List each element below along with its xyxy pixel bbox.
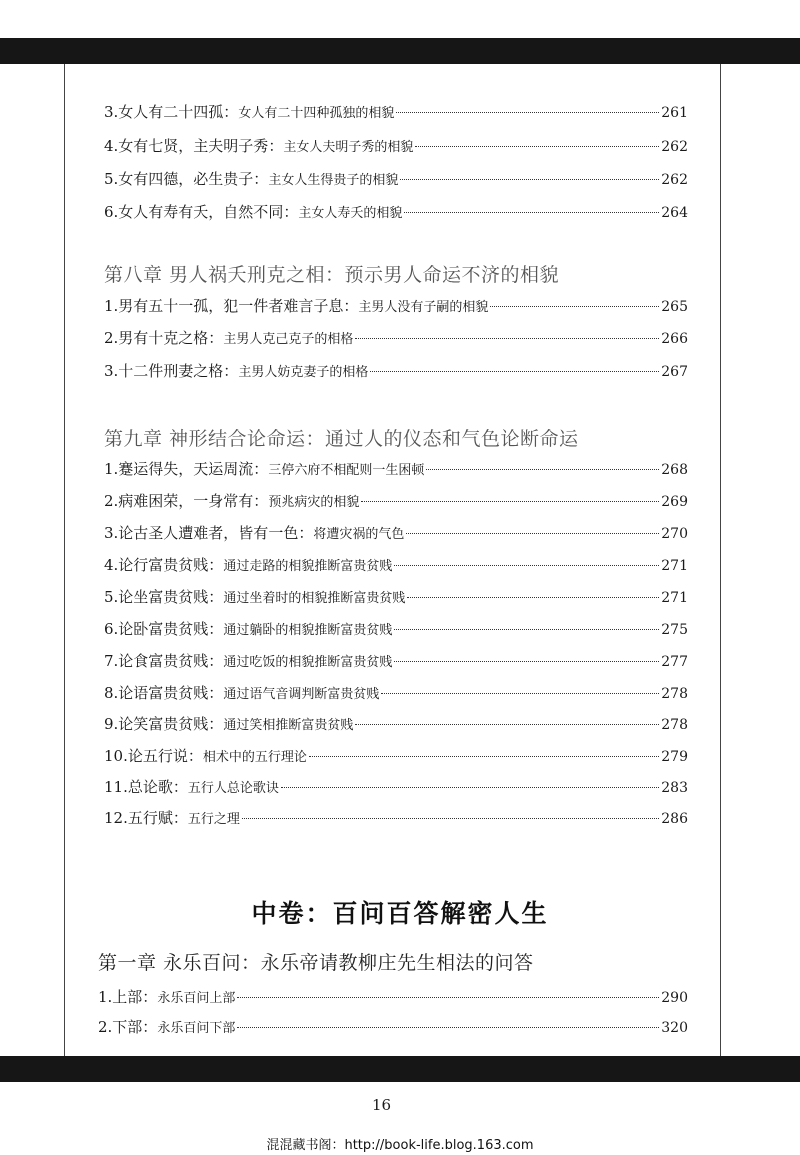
toc-entry-title: 1.男有五十一孤，犯一件者难言子息：主男人没有子嗣的相貌	[104, 297, 489, 315]
toc-entry	[104, 683, 688, 705]
toc-page-number: 320	[661, 1020, 688, 1036]
volume-title: 中卷：百问百答解密人生	[251, 899, 549, 928]
scan-bottom-bar	[0, 1056, 800, 1082]
toc-entry-title: 4.女有七贤，主夫明子秀：主女人夫明子秀的相貌	[104, 137, 414, 155]
leader-dots	[396, 112, 659, 113]
toc-page-number: 290	[661, 990, 688, 1006]
toc-page-number: 286	[661, 811, 688, 827]
toc-page-number: 269	[661, 494, 688, 510]
chapter-heading: 第八章 男人祸夭刑克之相：预示男人命运不济的相貌	[104, 264, 560, 286]
leader-dots	[406, 533, 659, 534]
toc-page-number: 270	[661, 526, 688, 542]
toc-entry	[104, 651, 688, 673]
toc-entry-title: 12.五行赋：五行之理	[104, 809, 240, 827]
toc-entry	[98, 987, 688, 1009]
toc-entry-title: 4.论行富贵贫贱：通过走路的相貌推断富贵贫贱	[104, 556, 393, 574]
toc-entry	[104, 714, 688, 736]
source-footer: 混混藏书阁：http://book-life.blog.163.com	[266, 1138, 534, 1153]
toc-entry-title: 3.女人有二十四孤：女人有二十四种孤独的相貌	[104, 103, 395, 121]
toc-entry	[104, 619, 688, 641]
toc-entry-title: 5.女有四德，必生贵子：主女人生得贵子的相貌	[104, 170, 399, 188]
leader-dots	[355, 338, 659, 339]
toc-entry-title: 6.论卧富贵贫贱：通过躺卧的相貌推断富贵贫贱	[104, 620, 393, 638]
chapter-heading: 第一章 永乐百问：永乐帝请教柳庄先生相法的问答	[98, 952, 534, 974]
toc-entry-title: 3.论古圣人遭难者，皆有一色：将遭灾祸的气色	[104, 524, 405, 542]
toc-page-number: 275	[661, 622, 688, 638]
leader-dots	[281, 787, 659, 788]
toc-entry-title: 1.蹇运得失，天运周流：三停六府不相配则一生困顿	[104, 460, 425, 478]
toc-page-number: 262	[661, 172, 688, 188]
leader-dots	[400, 179, 659, 180]
toc-page-number: 264	[661, 205, 688, 221]
leader-dots	[381, 693, 659, 694]
toc-page-number: 271	[661, 558, 688, 574]
toc-entry-title: 7.论食富贵贫贱：通过吃饭的相貌推断富贵贫贱	[104, 652, 393, 670]
toc-page-number: 266	[661, 331, 688, 347]
leader-dots	[394, 629, 659, 630]
toc-entry	[104, 102, 688, 124]
toc-entry	[104, 169, 688, 191]
toc-page-number: 262	[661, 139, 688, 155]
toc-entry-title: 3.十二件刑妻之格：主男人妨克妻子的相格	[104, 362, 369, 380]
leader-dots	[426, 469, 659, 470]
toc-entry	[104, 136, 688, 158]
toc-page-number: 271	[661, 590, 688, 606]
toc-page-number: 279	[661, 749, 688, 765]
toc-page-number: 268	[661, 462, 688, 478]
leader-dots	[355, 724, 659, 725]
toc-entry-title: 2.男有十克之格：主男人克己克子的相格	[104, 329, 354, 347]
leader-dots	[407, 597, 659, 598]
toc-entry	[104, 361, 688, 383]
toc-page-number: 267	[661, 364, 688, 380]
toc-entry	[98, 1017, 688, 1039]
leader-dots	[242, 818, 659, 819]
leader-dots	[370, 371, 659, 372]
page-number: 16	[372, 1096, 392, 1114]
leader-dots	[394, 565, 659, 566]
leader-dots	[309, 756, 659, 757]
toc-entry-title: 6.女人有寿有夭，自然不同：主女人寿夭的相貌	[104, 203, 403, 221]
toc-entry	[104, 808, 688, 830]
toc-entry-title: 5.论坐富贵贫贱：通过坐着时的相貌推断富贵贫贱	[104, 588, 406, 606]
toc-entry	[104, 746, 688, 768]
toc-entry-title: 8.论语富贵贫贱：通过语气音调判断富贵贫贱	[104, 684, 380, 702]
toc-entry-title: 9.论笑富贵贫贱：通过笑相推断富贵贫贱	[104, 715, 354, 733]
toc-entry	[104, 587, 688, 609]
toc-entry	[104, 555, 688, 577]
toc-entry	[104, 328, 688, 350]
scan-top-bar	[0, 38, 800, 64]
toc-page-number: 277	[661, 654, 688, 670]
toc-entry	[104, 777, 688, 799]
leader-dots	[237, 1027, 659, 1028]
toc-entry-title: 2.病难困荣，一身常有：预兆病灾的相貌	[104, 492, 360, 510]
leader-dots	[415, 146, 659, 147]
leader-dots	[490, 306, 659, 307]
toc-page-number: 278	[661, 686, 688, 702]
toc-entry	[104, 202, 688, 224]
toc-page-number: 278	[661, 717, 688, 733]
toc-entry	[104, 296, 688, 318]
toc-entry-title: 11.总论歌：五行人总论歌诀	[104, 778, 279, 796]
chapter-heading: 第九章 神形结合论命运：通过人的仪态和气色论断命运	[104, 428, 579, 450]
toc-entry	[104, 523, 688, 545]
leader-dots	[361, 501, 659, 502]
toc-entry	[104, 491, 688, 513]
leader-dots	[404, 212, 659, 213]
toc-entry	[104, 459, 688, 481]
toc-entry-title: 2.下部：永乐百问下部	[98, 1018, 236, 1036]
toc-entry-title: 10.论五行说：相术中的五行理论	[104, 747, 307, 765]
toc-entry-title: 1.上部：永乐百问上部	[98, 988, 236, 1006]
toc-page-number: 261	[661, 105, 688, 121]
leader-dots	[237, 997, 659, 998]
toc-page-number: 265	[661, 299, 688, 315]
leader-dots	[394, 661, 659, 662]
toc-page-number: 283	[661, 780, 688, 796]
